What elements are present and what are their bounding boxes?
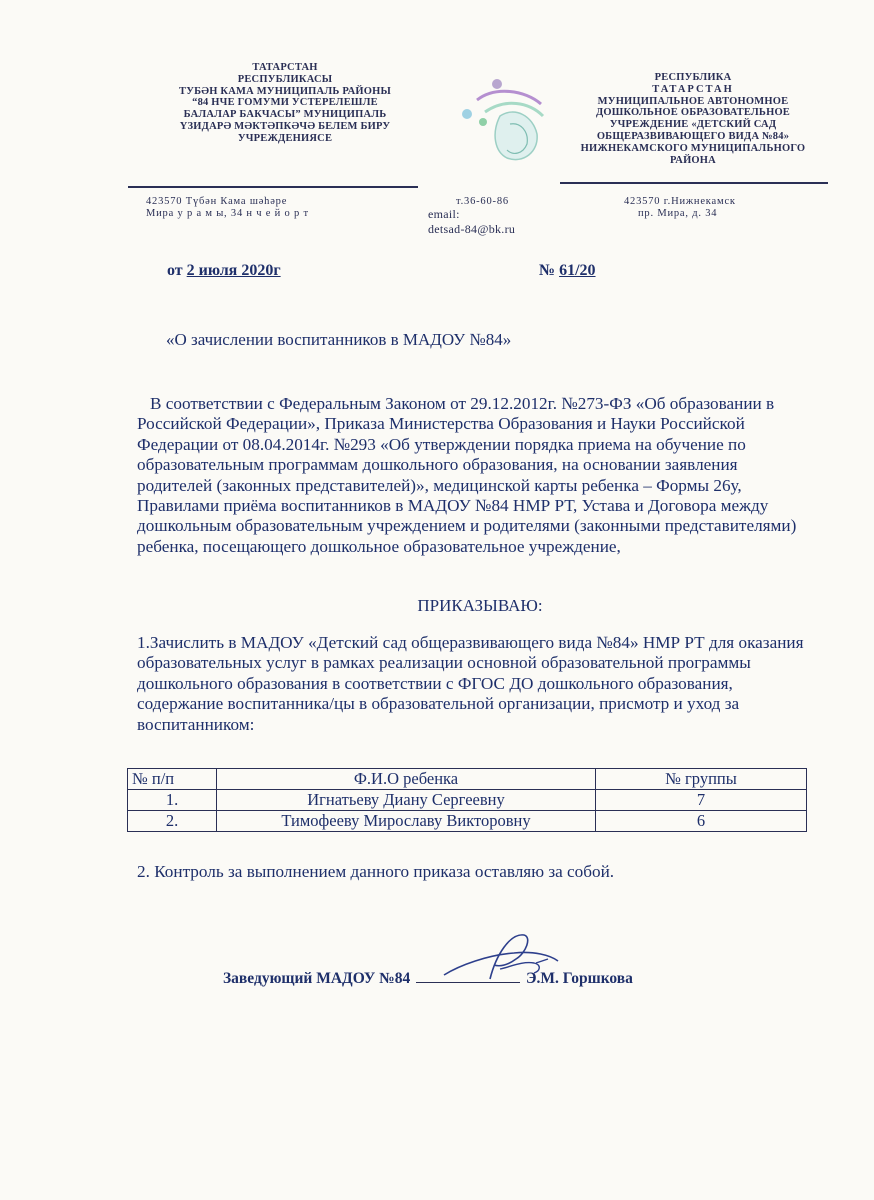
number-prefix: № <box>539 262 560 279</box>
email-link[interactable]: detsad-84@bk.ru <box>428 222 516 236</box>
signer-position: Заведующий МАДОУ №84 <box>223 970 411 987</box>
header-left-line: РЕСПУБЛИКАСЫ <box>237 73 333 85</box>
header-left-line: ҮЗИДАРӘ МӘКТӘПКӘЧӘ БЕЛЕМ БИРУ <box>179 120 391 132</box>
order-number <box>539 262 596 280</box>
header-divider-right <box>560 182 828 184</box>
header-left-line: ТУБӘН КАМА МУНИЦИПАЛЬ РАЙОНЫ <box>178 85 391 97</box>
date-prefix: от <box>167 262 187 279</box>
header-right-line: ОБЩЕРАЗВИВАЮЩЕГО ВИДА №84» <box>596 130 790 142</box>
signer-name: Э.М. Горшкова <box>525 970 633 987</box>
address-left <box>146 196 309 220</box>
header-right-line: НИЖНЕКАМСКОГО МУНИЦИПАЛЬНОГО <box>580 142 806 154</box>
date-value: 2 июля 2020г <box>186 262 281 279</box>
address-right <box>624 196 736 220</box>
cell-name: Тимофееву Мирославу Викторовну <box>217 811 596 832</box>
order-item-1: 1.Зачислить в МАДОУ «Детский сад общеразвивающего вида №84» НМР РТ для оказания образовательных услуг в рамках реализации основной образовательной программы дошкольного образования в соответствии с ФГОС ДО дошкольного образования, содержание воспитанника/цы в образовательной организации, присмотр и уход за воспитанником: <box>137 633 804 734</box>
header-right-line: РЕСПУБЛИКА <box>654 72 732 83</box>
children-table <box>127 768 807 832</box>
signature-blank <box>416 982 520 983</box>
document-title: «О зачислении воспитанников в МАДОУ №84» <box>166 330 512 349</box>
table-header-row <box>128 769 807 790</box>
header-left-line: УЧРЕЖДЕНИЯСЕ <box>237 132 333 144</box>
header-right-block <box>562 72 824 166</box>
header-right-line: МУНИЦИПАЛЬНОЕ АВТОНОМНОЕ <box>597 95 789 107</box>
col-group-header: № группы <box>596 769 807 790</box>
address-right-line: пр. Мира, д. 34 <box>638 208 718 219</box>
header-left-line: БАЛАЛАР БАКЧАСЫ” МУНИЦИПАЛЬ <box>183 109 387 121</box>
header-right-line: РАЙОНА <box>670 154 716 166</box>
header-right-line: УЧРЕЖДЕНИЕ «ДЕТСКИЙ САД <box>609 119 777 131</box>
preamble <box>137 394 812 557</box>
email-label: email: <box>428 207 460 221</box>
header-right-line: ТАТАРСТАН <box>652 83 734 95</box>
contact-block <box>428 196 515 235</box>
order-date <box>167 262 281 280</box>
header-divider-left <box>128 186 418 188</box>
cell-number: 2. <box>128 811 217 832</box>
header-right-line: ДОШКОЛЬНОЕ ОБРАЗОВАТЕЛЬНОЕ <box>595 107 791 119</box>
header-left-block <box>160 62 410 145</box>
header-left-line: ТАТАРСТАН <box>252 62 318 73</box>
order-heading: ПРИКАЗЫВАЮ: <box>417 596 543 615</box>
preamble-text: В соответствии с Федеральным Законом от 29.12.2012г. №273-ФЗ «Об образовании в Российской Федерации», Приказа Министерства Образования и Науки Российской Федерации от 08.04.2014г. №293 «Об утверждении порядка приема на обучение по образовательным программам дошкольного образования, на основании заявления родителей (законных представителей)», медицинской карты ребенка – Формы 26у, Правилами приёма воспитанников в МАДОУ №84 НМР РТ, Устава и Договора между дошкольным образовательным учреждением и родителями (законными представителями) ребенка, посещающего дошкольное образовательное учреждение, <box>137 394 797 556</box>
cell-number: 1. <box>128 790 217 811</box>
number-value: 61/20 <box>559 262 596 279</box>
header-left-line: “84 НЧЕ ГОМУМИ УСТЕРЕЛЕШЛЕ <box>192 97 378 109</box>
signature-line <box>223 970 633 988</box>
order-item-2: 2. Контроль за выполнением данного приказа оставляю за собой. <box>137 862 615 881</box>
kindergarten-logo-icon <box>455 76 555 176</box>
table-row <box>128 790 807 811</box>
cell-name: Игнатьеву Диану Сергеевну <box>217 790 596 811</box>
table-row <box>128 811 807 832</box>
address-left-line: Мира у р а м ы, 34 н ч е й о р т <box>146 208 309 219</box>
col-number-header: № п/п <box>128 769 217 790</box>
cell-group: 6 <box>596 811 807 832</box>
address-left-line: 423570 Түбән Кама шәһәре <box>146 196 288 207</box>
address-right-line: 423570 г.Нижнекамск <box>624 196 736 207</box>
cell-group: 7 <box>596 790 807 811</box>
col-name-header: Ф.И.О ребенка <box>217 769 596 790</box>
phone: т.36-60-86 <box>456 196 509 207</box>
